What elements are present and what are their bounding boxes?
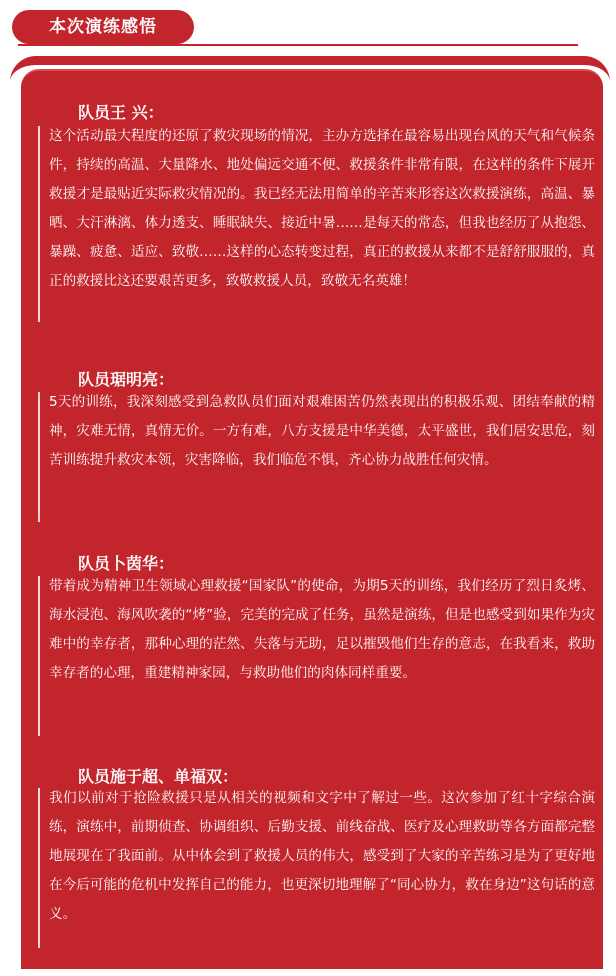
member-name-bu-yinhua: 队员卜茵华： (78, 554, 175, 573)
member-name-wang-xing: 队员王 兴： (78, 103, 164, 122)
section-title: 本次演练感悟 (49, 17, 157, 37)
reflection-text: 我们以前对于抢险救援只是从相关的视频和文字中了解过一些。这次参加了红十字综合演练，演练中，前期侦查、协调组织、后勤支援、前线奋战、医疗及心理救助等各方面都完整地展现在了我面前。从中体会到了救援人员的伟大，感受到了大家的辛苦练习是为了更好地在今后可能的危机中发挥自己的能力，也更深切地理解了“同心协力，救在身边”这句话的意义。 (49, 790, 595, 922)
reflection-text: 这个活动最大程度的还原了救灾现场的情况，主办方选择在最容易出现台风的天气和气候条件，持续的高温、大量降水、地处偏远交通不便、救援条件非常有限，在这样的条件下展开救援才是最贴近实际救灾情况的。我已经无法用简单的辛苦来形容这次救援演练，高温、暴晒、大汗淋漓、体力透支、睡眠缺失、接近中暑……是每天的常态，但我也经历了从抱怨、暴躁、疲惫、适应、致敬……这样的心态转变过程，真正的救援从来都不是舒舒服服的，真正的救援比这还要艰苦更多，致敬救援人员，致敬无名英雄！ (49, 128, 595, 289)
member-name-shi-yuchao-shan-fushuang: 队员施于超、单福双： (78, 767, 239, 786)
member-name-ju-mingliang: 队员琚明亮： (78, 370, 175, 389)
reflection-text: 带着成为精神卫生领域心理救援“国家队”的使命，为期5天的训练，我们经历了烈日炙烤、海水浸泡、海风吹袭的“烤”验，完美的完成了任务，虽然是演练，但是也感受到如果作为灾难中的幸存者，那种心理的茫然、失落与无助，足以摧毁他们生存的意志，在我看来，救助幸存者的心理，重建精神家园，与救助他们的肉体同样重要。 (49, 578, 595, 681)
section-divider-line (38, 392, 40, 522)
section-divider-line (38, 126, 40, 322)
section-divider-line (38, 576, 40, 736)
reflection-text: 5天的训练，我深刻感受到急救队员们面对艰难困苦仍然表现出的积极乐观、团结奉献的精神，灾难无情，真情无价。一方有难，八方支援是中华美德，太平盛世，我们居安思危，刻苦训练提升救灾本领，灾害降临，我们临危不惧，齐心协力战胜任何灾情。 (49, 394, 595, 468)
section-title-badge (12, 10, 194, 44)
title-underline (18, 44, 578, 46)
section-divider-line (38, 788, 40, 948)
